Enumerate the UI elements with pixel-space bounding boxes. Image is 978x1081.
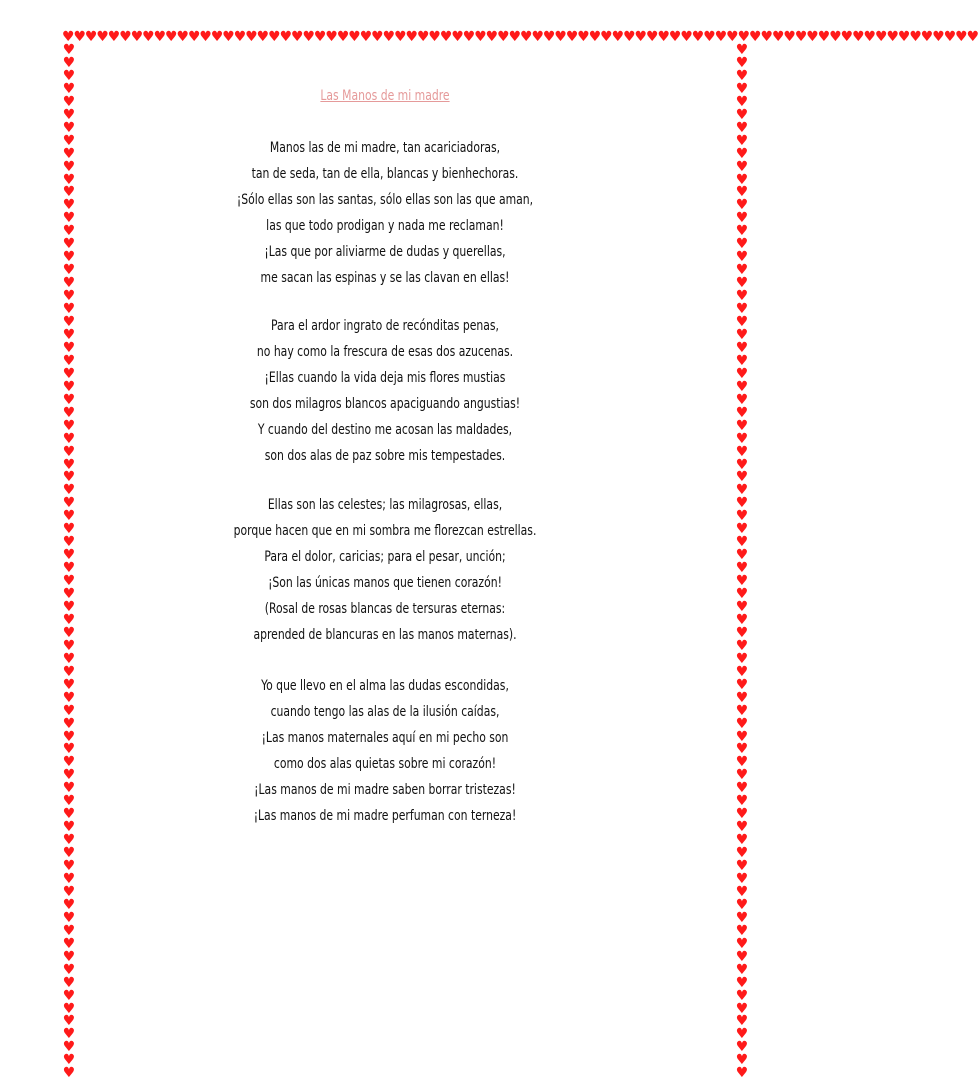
poem-line: Y cuando del destino me acosan las maldades,	[257, 422, 513, 438]
stanza-4	[100, 673, 670, 829]
poem-line: ¡Son las únicas manos que tienen corazón!	[268, 575, 502, 591]
poem-line: porque hacen que en mi sombra me florezcan estrellas.	[233, 523, 537, 539]
poem-line: tan de seda, tan de ella, blancas y bienhechoras.	[251, 166, 519, 182]
poem-line: (Rosal de rosas blancas de tersuras eternas:	[264, 601, 506, 617]
poem-line: ¡Las manos de mi madre perfuman con terneza!	[253, 808, 517, 824]
poem-line: Para el dolor, caricias; para el pesar, unción;	[264, 549, 506, 565]
poem-line: Ellas son las celestes; las milagrosas, ellas,	[267, 497, 503, 513]
poem-line: ¡Sólo ellas son las santas, sólo ellas son las que aman,	[236, 192, 534, 208]
poem-line: aprended de blancuras en las manos maternas).	[253, 627, 517, 643]
poem-line: Yo que llevo en el alma las dudas escondidas,	[261, 678, 509, 694]
poem-title: Las Manos de mi madre	[320, 88, 450, 104]
heart-border-right: ♥♥♥♥♥♥♥♥♥♥♥♥♥♥♥♥♥♥♥♥♥♥♥♥♥♥♥♥♥♥♥♥♥♥♥♥♥♥♥♥♥♥♥♥♥♥♥♥♥♥♥♥♥♥♥♥♥♥♥♥♥♥♥♥♥♥♥♥♥♥♥♥♥♥♥♥♥♥♥♥	[735, 42, 749, 1081]
poem-line: ¡Las manos maternales aquí en mi pecho son	[261, 730, 509, 746]
heart-border-top: ♥♥♥♥♥♥♥♥♥♥♥♥♥♥♥♥♥♥♥♥♥♥♥♥♥♥♥♥♥♥♥♥♥♥♥♥♥♥♥♥♥♥♥♥♥♥♥♥♥♥♥♥♥♥♥♥♥♥♥♥♥♥♥♥♥♥♥♥♥♥♥♥♥♥♥♥♥♥♥♥	[62, 29, 978, 45]
poem-line: las que todo prodigan y nada me reclaman!	[266, 218, 504, 234]
poem-line: ¡Las manos de mi madre saben borrar tristezas!	[254, 782, 516, 798]
poem-line: ¡Ellas cuando la vida deja mis flores mustias	[264, 370, 506, 386]
poem-line: Manos las de mi madre, tan acariciadoras,	[269, 140, 501, 156]
poem-line: ¡Las que por aliviarme de dudas y querellas,	[264, 244, 506, 260]
poem-line: como dos alas quietas sobre mi corazón!	[273, 756, 497, 772]
poem-line: me sacan las espinas y se las clavan en ellas!	[260, 270, 510, 286]
stanza-1	[100, 135, 670, 291]
poem-line: Para el ardor ingrato de recónditas penas,	[271, 318, 499, 334]
stanza-2	[100, 313, 670, 469]
poem-line: son dos alas de paz sobre mis tempestades.	[264, 448, 506, 464]
stanza-3	[100, 492, 670, 648]
poem-line: no hay como la frescura de esas dos azucenas.	[256, 344, 514, 360]
heart-border-left: ♥♥♥♥♥♥♥♥♥♥♥♥♥♥♥♥♥♥♥♥♥♥♥♥♥♥♥♥♥♥♥♥♥♥♥♥♥♥♥♥♥♥♥♥♥♥♥♥♥♥♥♥♥♥♥♥♥♥♥♥♥♥♥♥♥♥♥♥♥♥♥♥♥♥♥♥♥♥♥♥	[62, 42, 76, 1081]
poem-line: cuando tengo las alas de la ilusión caídas,	[270, 704, 500, 720]
poem-line: son dos milagros blancos apaciguando angustias!	[249, 396, 521, 412]
